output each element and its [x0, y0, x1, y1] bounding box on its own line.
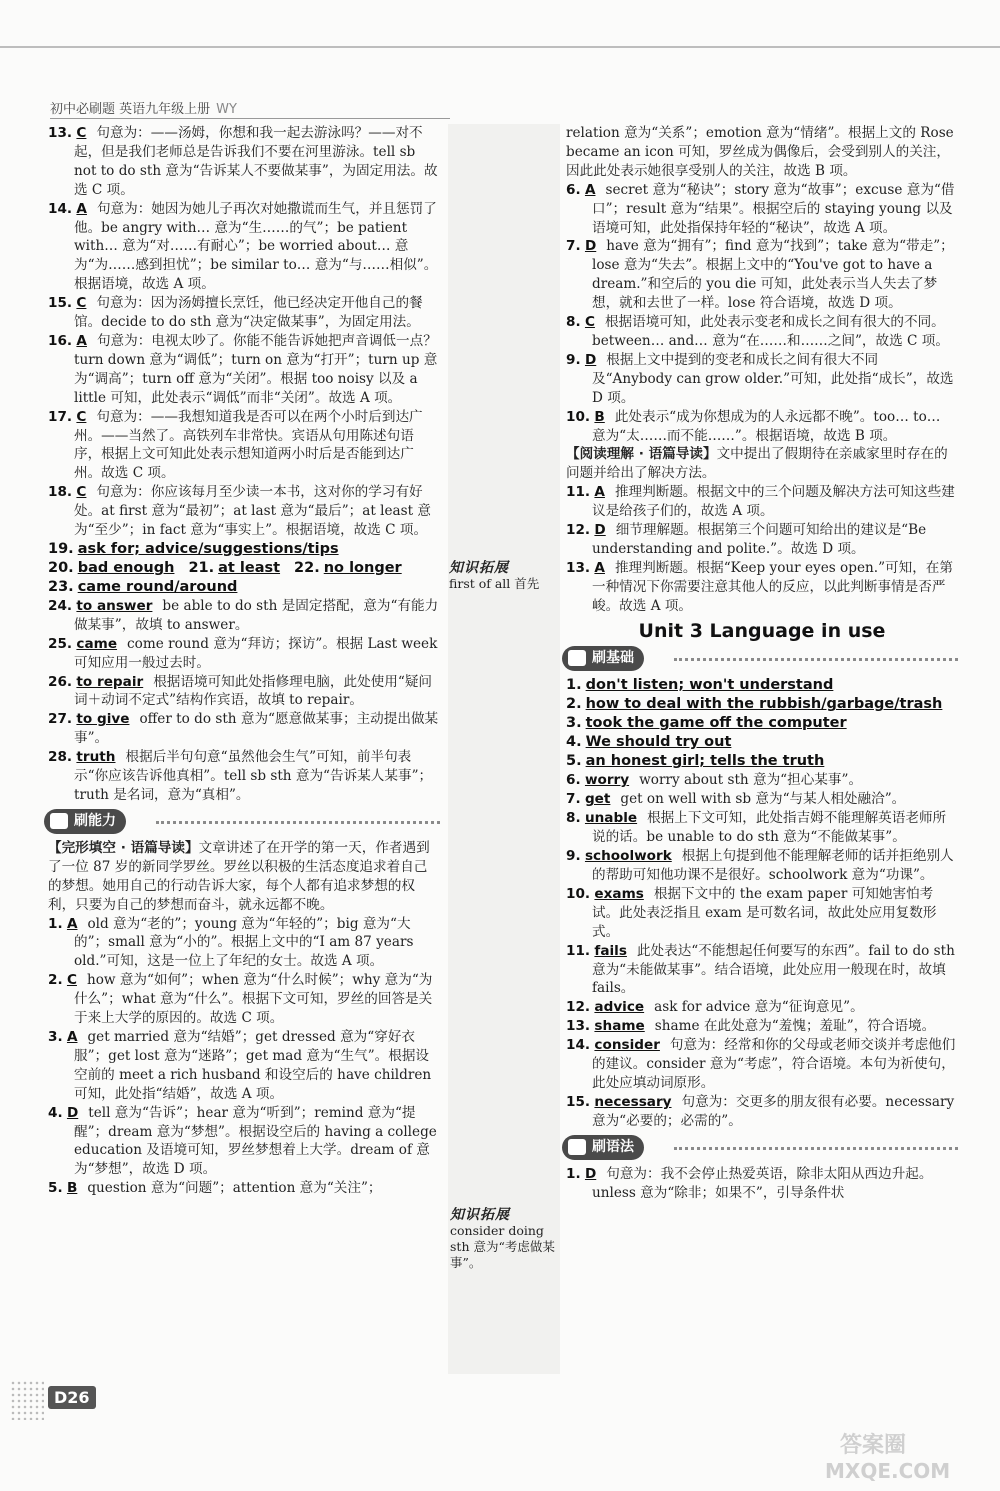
answer-item: [48, 1028, 440, 1104]
item-answer: shame: [594, 1018, 645, 1035]
cloze-guide: 【完形填空 · 语篇导读】文章讲述了在开学的第一天，作者遇到了一位 87 岁的新同学罗丝。罗丝以积极的生活态度追求着自己的梦想。她用自己的行动告诉大家，每个人都有追求梦想的权利，只要为自己的梦想而奋斗，就永远都不晚。: [48, 839, 430, 913]
answer-item: [48, 332, 440, 408]
right-column: [566, 124, 958, 1203]
answer-item: [566, 408, 958, 446]
item-explanation: 根据后半句句意“虽然他会生气”可知，前半句表示“你应该告诉他真相”。tell sb sth 意为“告诉某人某事”；truth 是名词，意为“真相”。: [74, 749, 433, 803]
item-answer: We should try out: [585, 734, 732, 751]
item-explanation: come round 意为“拜访；探访”。根据 Last week 可知应用一般过去时。: [74, 635, 438, 671]
answer-item: [566, 483, 958, 521]
item-explanation: 根据语境可知此处指修理电脑，此处使用“疑问词＋动词不定式”结构作宾语，故填 to repair。: [74, 673, 433, 709]
item-explanation: 细节理解题。根据第三个问题可知给出的建议是“Be understanding and polite.”。故选 D 项。: [592, 522, 927, 557]
answer-item: [566, 237, 958, 313]
item-number: 26.: [48, 673, 73, 690]
answer-item: [48, 408, 440, 484]
item-explanation: 此处表示“成为你想成为的人永远都不晚”。too… to… 意为“太……而不能……”。根据语境，故选 B 项。: [592, 408, 941, 444]
item-number: 28.: [48, 749, 73, 766]
item-answer: A: [594, 559, 605, 576]
item-answer: A: [584, 181, 596, 198]
item-explanation: 根据上句提到他不能理解老师的话并拒绝别人的帮助可知他功课不是很好。schoolwork 意为“功课”。: [592, 848, 954, 883]
item-explanation: 句意为：——汤姆，你想和我一起去游泳吗？——对不起，但是我们老师总是告诉我们不要在河里游泳。tell sb not to do sth 意为“告诉某人不要做某事”，为固定用法。故选 C 项。: [74, 125, 438, 198]
item-answer: A: [594, 484, 605, 501]
answer-item: [566, 790, 958, 809]
item-number: 10.: [566, 885, 591, 902]
item-explanation: 句意为：经常和你的父母或老师交谈并考虑他们的建议。consider 意为“考虑”，符合语境。本句为祈使句，此处应填动词原形。: [592, 1037, 956, 1091]
item-explanation: old 意为“老的”；young 意为“年轻的”；big 意为“大的”；small 意为“小的”。根据上文中的“I am 87 years old.”可知，这是一位上了年纪的女士。故选 A 项。: [74, 915, 414, 970]
item-answer: exams: [594, 885, 644, 902]
answer-line: [566, 714, 958, 733]
answer-item: [566, 521, 958, 559]
item-number: 10.: [566, 408, 591, 425]
item-answer: B: [594, 408, 605, 425]
answer-item: [48, 971, 440, 1028]
page-number: D26: [48, 1386, 96, 1409]
answer-item: [48, 483, 440, 540]
note-text: first of all 首先: [449, 576, 540, 591]
answer-item: [566, 313, 958, 351]
pencil-icon: [50, 813, 68, 829]
item-number: 1.: [48, 915, 63, 932]
answer-item: [48, 294, 440, 332]
item-explanation: 句意为：她因为她儿子再次对她撒谎而生气，并且惩罚了他。be angry with… 意为“生……的气”；be patient with… 意为“对……有耐心”；be worried about… 意为“为……感到担忧”；be similar to… 意为“与……相似”。根据语境，故选 A 项。: [74, 200, 438, 293]
item-explanation: get married 意为“结婚”；get dressed 意为“穿好衣服”；get lost 意为“迷路”；get mad 意为“生气”。根据设空前的 meet a rich husband 和设空后的 have children 可知，此处指“结婚”，故选 A 项。: [74, 1028, 432, 1102]
item-number: 15.: [566, 1093, 591, 1110]
item-answer: fails: [594, 942, 627, 959]
top-border: [0, 46, 1000, 48]
item-answer: came round/around: [77, 578, 238, 595]
item-explanation: how 意为“如何”；when 意为“什么时候”；why 意为“为什么”；what 意为“什么”。根据下文可知，罗丝的回答是关于来上大学的原因的。故选 C 项。: [74, 972, 433, 1027]
left-column: [48, 124, 440, 1198]
item-number: 7.: [566, 238, 581, 255]
answer-item: [48, 200, 440, 295]
item-answer: C: [76, 295, 87, 312]
item-explanation: offer to do sth 意为“愿意做某事；主动提出做某事”。: [74, 711, 439, 747]
item-number: 19.: [48, 540, 74, 557]
answer-item: [48, 1104, 440, 1180]
item-answer: to answer: [76, 597, 153, 614]
item-number: 16.: [48, 332, 73, 349]
item-number: 20.: [48, 559, 74, 576]
item-number: 4.: [48, 1104, 63, 1121]
item-answer: an honest girl; tells the truth: [585, 753, 825, 770]
item-explanation: 根据下文中的 the exam paper 可知她害怕考试。此处表泛指且 exam 是可数名词，故此处应用复数形式。: [592, 885, 937, 940]
item-number: 13.: [48, 125, 73, 141]
item-answer: took the game off the computer: [585, 715, 847, 732]
header-title: 初中必刷题 英语九年级上册: [50, 102, 211, 117]
header-edition: WY: [216, 102, 237, 117]
item-number: 12.: [566, 522, 591, 539]
pencil-icon: [568, 650, 586, 666]
item-answer: bad enough: [77, 559, 175, 576]
item-answer: no longer: [323, 559, 402, 576]
item-number: 1.: [566, 1165, 581, 1182]
item-answer: truth: [76, 749, 116, 766]
item-answer: D: [584, 1165, 597, 1182]
item-explanation: get on well with sb 意为“与某人相处融洽”。: [620, 791, 906, 808]
item-answer: C: [76, 484, 87, 501]
answer-line: [566, 676, 958, 695]
item-explanation: tell 意为“告诉”；hear 意为“听到”；remind 意为“提醒”；dream 意为“梦想”。根据设空后的 having a college education 及语境可知，罗丝梦想着上大学。dream of 意为“梦想”，故选 D 项。: [74, 1104, 437, 1178]
answer-item: [48, 597, 440, 635]
item-explanation: 句意为：——我想知道我是否可以在两个小时后到达广州。——当然了。高铁列车非常快。宾语从句用陈述句语序，根据上文可知此处表示想知道两小时后是否能到达广州。故选 C 项。: [74, 408, 423, 482]
item-answer: get: [584, 791, 611, 808]
answer-item: [48, 915, 440, 972]
site-watermark: [820, 1426, 990, 1486]
item-answer: D: [66, 1104, 79, 1121]
item-answer: D: [584, 351, 597, 368]
item-number: 11.: [566, 484, 591, 501]
item-answer: to give: [76, 711, 130, 728]
item-number: 11.: [566, 942, 591, 959]
item-answer: consider: [594, 1037, 660, 1054]
answer-item: [566, 559, 958, 616]
item-answer: came: [76, 635, 118, 652]
watermark-line2: MXQE.COM: [825, 1459, 951, 1483]
item-answer: C: [584, 314, 595, 331]
item-number: 21.: [188, 559, 215, 576]
answer-item: [566, 771, 958, 790]
item-number: 23.: [48, 578, 74, 595]
item-number: 2.: [48, 972, 63, 989]
answer-item: [566, 998, 958, 1017]
item-explanation: 句意为：电视太吵了。你能不能告诉她把声音调低一点？turn down 意为“调低”；turn on 意为“打开”；turn up 意为“调高”；turn off 意为“关闭”。根据 too noisy 以及 a little 可知，此处表示“调低”而非“关闭”。故选 A 项。: [74, 332, 438, 406]
item-number: 22.: [294, 559, 320, 576]
item-number: 13.: [566, 559, 591, 576]
item-explanation: 句意为：因为汤姆擅长烹饪，他已经决定开他自己的餐馆。decide to do sth 意为“决定做某事”，为固定用法。: [74, 295, 423, 331]
item-explanation: shame 在此处意为“羞愧；羞耻”，符合语境。: [654, 1018, 936, 1035]
item-number: 1.: [566, 677, 582, 694]
item-number: 17.: [48, 408, 73, 425]
item-number: 4.: [566, 734, 582, 751]
item-answer: A: [76, 332, 87, 349]
item-number: 3.: [566, 715, 582, 732]
item-answer: C: [76, 408, 87, 425]
item-explanation: worry about sth 意为“担心某事”。: [639, 772, 863, 789]
page-number-dots: [10, 1380, 44, 1420]
item-explanation: 句意为：你应该每月至少读一本书，这对你的学习有好处。at first 意为“最初”；at last 意为“最后”；at least 意为“至少”；in fact 意为“事实上”。根据语境，故选 C 项。: [74, 484, 431, 539]
item-number: 3.: [48, 1028, 63, 1045]
item-number: 14.: [48, 200, 73, 217]
answer-item: [566, 1036, 958, 1093]
answer-item: [48, 673, 440, 711]
answer-item: [566, 351, 958, 408]
answer-item: [566, 885, 958, 942]
item-number: 27.: [48, 711, 73, 728]
answer-line: [566, 695, 958, 714]
answer-item: [566, 942, 958, 999]
item-answer: advice: [594, 999, 645, 1016]
item-answer: don't listen; won't understand: [585, 677, 834, 694]
note-text: consider doing sth 意为“考虑做某事”。: [450, 1223, 555, 1270]
item-answer: A: [66, 915, 78, 932]
item-answer: A: [66, 1028, 78, 1045]
item-explanation: have 意为“拥有”；find 意为“找到”；take 意为“带走”；lose 意为“失去”。根据上文中的“You've got to have a dream.”和空后的 you die 可知，此处表示当人失去了梦想，就和去世了一样。lose 符合语境，故选 D 项。: [592, 238, 954, 312]
item-explanation: be able to do sth 是固定搭配，意为“有能力做某事”，故填 to answer。: [74, 597, 439, 633]
item-answer: A: [76, 200, 87, 217]
item-answer: at least: [218, 559, 281, 576]
item-number: 7.: [566, 791, 581, 808]
answer-item: [48, 710, 440, 748]
answer-item: [566, 809, 958, 847]
item-number: 6.: [566, 181, 581, 198]
note-title: 知识拓展: [450, 1207, 510, 1223]
header-rule: [50, 118, 450, 119]
middle-notes-column: [448, 124, 560, 1374]
item-number: 5.: [566, 753, 582, 770]
item-number: 9.: [566, 848, 581, 865]
answer-item: [566, 1017, 958, 1036]
item-explanation: question 意为“问题”；attention 意为“关注”；: [87, 1180, 382, 1197]
item-answer: B: [66, 1180, 78, 1197]
item-answer: D: [594, 522, 606, 539]
item-answer: ask for; advice/suggestions/tips: [77, 540, 339, 557]
item-number: 2.: [566, 696, 582, 713]
item-number: 25.: [48, 635, 73, 652]
item-answer: C: [66, 972, 77, 989]
answer-line: [48, 578, 440, 597]
item-explanation: 根据语境可知，此处表示变老和成长之间有很大的不同。between… and… 意为“在……和……之间”，故选 C 项。: [592, 314, 949, 349]
item-explanation: 推理判断题。根据“Keep your eyes open.”可知，在第一种情况下你需要注意其他人的反应，以此判断事情是否严峻。故选 A 项。: [592, 559, 953, 614]
answer-line: [48, 559, 440, 578]
item-explanation: secret 意为“秘诀”；story 意为“故事”；excuse 意为“借口”；result 意为“结果”。根据空后的 staying young 以及语境可知，此处指保持年轻的“秘诀”，故选 A 项。: [592, 181, 955, 236]
item-answer: to repair: [76, 673, 144, 690]
item-answer: worry: [584, 772, 630, 789]
answer-item: [48, 124, 440, 200]
answer-item: [566, 847, 958, 885]
item-number: 24.: [48, 597, 73, 614]
item-explanation: ask for advice 意为“征询意见”。: [654, 999, 864, 1016]
answer-item: [566, 181, 958, 238]
item-explanation: 根据上下文可知，此处指吉姆不能理解英语老师所说的话。be unable to do sth 意为“不能做某事”。: [592, 810, 947, 846]
item-number: 5.: [48, 1180, 63, 1197]
item-answer: D: [584, 238, 597, 255]
item-number: 13.: [566, 1018, 591, 1035]
item-explanation: 此处表达“不能想起任何要写的东西”。fail to do sth 意为“未能做某事”。结合语境，此处应用一般现在时，故填 fails。: [592, 942, 955, 997]
item-explanation: 句意为：交更多的朋友很有必要。necessary 意为“必要的；必需的”。: [592, 1093, 955, 1129]
section-tag-ability: 刷能力: [44, 809, 440, 835]
answer-item: [48, 1179, 440, 1198]
item-answer: schoolwork: [584, 848, 672, 865]
continued-text: relation 意为“关系”；emotion 意为“情绪”。根据上文的 Rose became an icon 可知，罗丝成为偶像后，会受到别人的关注，因此此处表示她很享受别人的关注，故选 B 项。: [566, 125, 954, 179]
answer-item: [48, 748, 440, 805]
item-number: 9.: [566, 351, 581, 368]
knowledge-note-1: [449, 560, 561, 592]
item-number: 18.: [48, 484, 73, 501]
item-number: 8.: [566, 810, 581, 827]
item-explanation: 根据上文中提到的变老和成长之间有很大不同及“Anybody can grow older.”可知，此处指“成长”，故选 D 项。: [592, 351, 954, 406]
item-explanation: 推理判断题。根据文中的三个问题及解决方法可知这些建议是给孩子们的，故选 A 项。: [592, 484, 955, 520]
pencil-icon: [568, 1139, 586, 1155]
answer-item: [48, 635, 440, 673]
knowledge-note-2: [450, 1207, 560, 1271]
note-title: 知识拓展: [449, 560, 509, 576]
item-answer: C: [76, 125, 87, 141]
answer-item: [566, 1093, 958, 1131]
running-header: [50, 98, 237, 117]
item-answer: how to deal with the rubbish/garbage/trash: [585, 696, 943, 713]
item-number: 6.: [566, 772, 581, 789]
item-number: 15.: [48, 295, 73, 312]
answer-line: [566, 733, 958, 752]
item-answer: necessary: [594, 1093, 672, 1110]
item-number: 14.: [566, 1037, 591, 1054]
item-explanation: 句意为：我不会停止热爱英语，除非太阳从西边升起。unless 意为“除非；如果不”，引导条件状: [592, 1165, 933, 1201]
answer-line: [48, 540, 440, 559]
answer-item: [566, 1165, 958, 1203]
item-number: 8.: [566, 314, 581, 331]
unit-title: Unit 3 Language in use: [638, 619, 886, 642]
item-number: 12.: [566, 999, 591, 1016]
answer-line: [566, 752, 958, 771]
section-tag-basic: 刷基础: [562, 646, 958, 672]
item-answer: unable: [584, 810, 638, 827]
reading-guide: 【阅读理解 · 语篇导读】文中提出了假期待在亲戚家里时存在的问题并给出了解决方法。: [566, 446, 948, 482]
watermark-line1: 答案圈: [840, 1433, 907, 1458]
section-tag-grammar: 刷语法: [562, 1135, 958, 1161]
